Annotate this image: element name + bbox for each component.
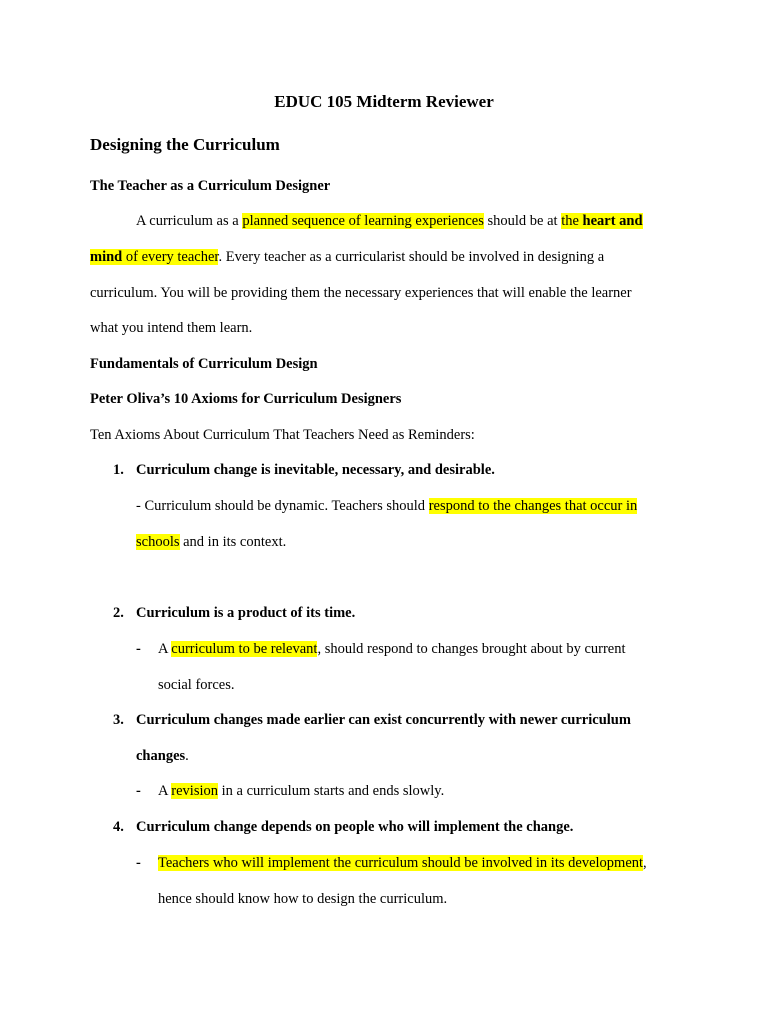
list-number: 4. (113, 819, 124, 835)
axiom-detail-line2: social forces. (158, 677, 235, 693)
subheading-axioms: Peter Oliva’s 10 Axioms for Curriculum Designers (90, 391, 402, 407)
axiom-heading-tail: . (185, 748, 189, 764)
document-title: EDUC 105 Midterm Reviewer (274, 92, 494, 111)
list-number: 1. (113, 462, 124, 478)
highlight-heart-and: heart and (582, 213, 643, 229)
highlight-revision: revision (171, 783, 219, 799)
axiom-detail-text: - Curriculum should be dynamic. Teachers should (136, 498, 429, 514)
subheading-fundamentals: Fundamentals of Curriculum Design (90, 356, 318, 372)
axiom-heading-line1: Curriculum changes made earlier can exist concurrently with newer curriculum (136, 712, 631, 728)
highlight-respond-to-changes: respond to the changes that occur in (428, 498, 638, 514)
highlight-planned-sequence: planned sequence of learning experiences (242, 213, 484, 229)
axiom-heading: Curriculum is a product of its time. (136, 605, 356, 621)
subheading-teacher: The Teacher as a Curriculum Designer (90, 178, 331, 194)
highlight-curriculum-relevant: curriculum to be relevant (171, 641, 318, 657)
axiom-heading-line2 (136, 746, 189, 766)
axiom-heading: Curriculum change is inevitable, necessary, and desirable. (136, 462, 495, 478)
axiom-detail-text: A (158, 641, 172, 657)
axiom-detail-text: , (643, 855, 647, 871)
highlight-of-every-teacher: of every teacher (122, 249, 219, 265)
axiom-detail-text: , should respond to changes brought about by current (317, 641, 626, 657)
para1-line3: curriculum. You will be providing them the necessary experiences that will enable the learner (90, 285, 632, 301)
highlight-the: the (561, 213, 583, 229)
list-number: 2. (113, 605, 124, 621)
section-heading: Designing the Curriculum (90, 135, 280, 154)
para1-line2 (90, 247, 604, 267)
axiom-detail-text: A (158, 783, 172, 799)
axiom-detail-line1 (158, 781, 444, 801)
para1-text: A curriculum as a (136, 213, 243, 229)
list-number: 3. (113, 712, 124, 728)
highlight-teachers-involved: Teachers who will implement the curriculum should be involved in its development (158, 855, 644, 871)
axiom-detail-line1 (136, 496, 637, 516)
bullet-dash: - (136, 855, 141, 871)
highlight-mind: mind (90, 249, 123, 265)
axiom-detail-line1 (158, 639, 626, 659)
axiom-detail-line1 (158, 853, 647, 873)
para1-text: should be at (483, 213, 562, 229)
para1-line4: what you intend them learn. (90, 320, 253, 336)
para1-text: . Every teacher as a curricularist should be involved in designing a (218, 249, 605, 265)
axiom-detail-line2: hence should know how to design the curriculum. (158, 891, 448, 907)
axioms-intro: Ten Axioms About Curriculum That Teachers Need as Reminders: (90, 427, 475, 443)
axiom-heading-text: changes (136, 748, 186, 764)
axiom-detail-text: in a curriculum starts and ends slowly. (218, 783, 445, 799)
para1-line1 (136, 211, 643, 231)
bullet-dash: - (136, 641, 141, 657)
axiom-heading: Curriculum change depends on people who will implement the change. (136, 819, 574, 835)
highlight-schools: schools (136, 534, 180, 550)
axiom-detail-line2 (136, 532, 286, 552)
bullet-dash: - (136, 783, 141, 799)
axiom-detail-text: and in its context. (179, 534, 287, 550)
